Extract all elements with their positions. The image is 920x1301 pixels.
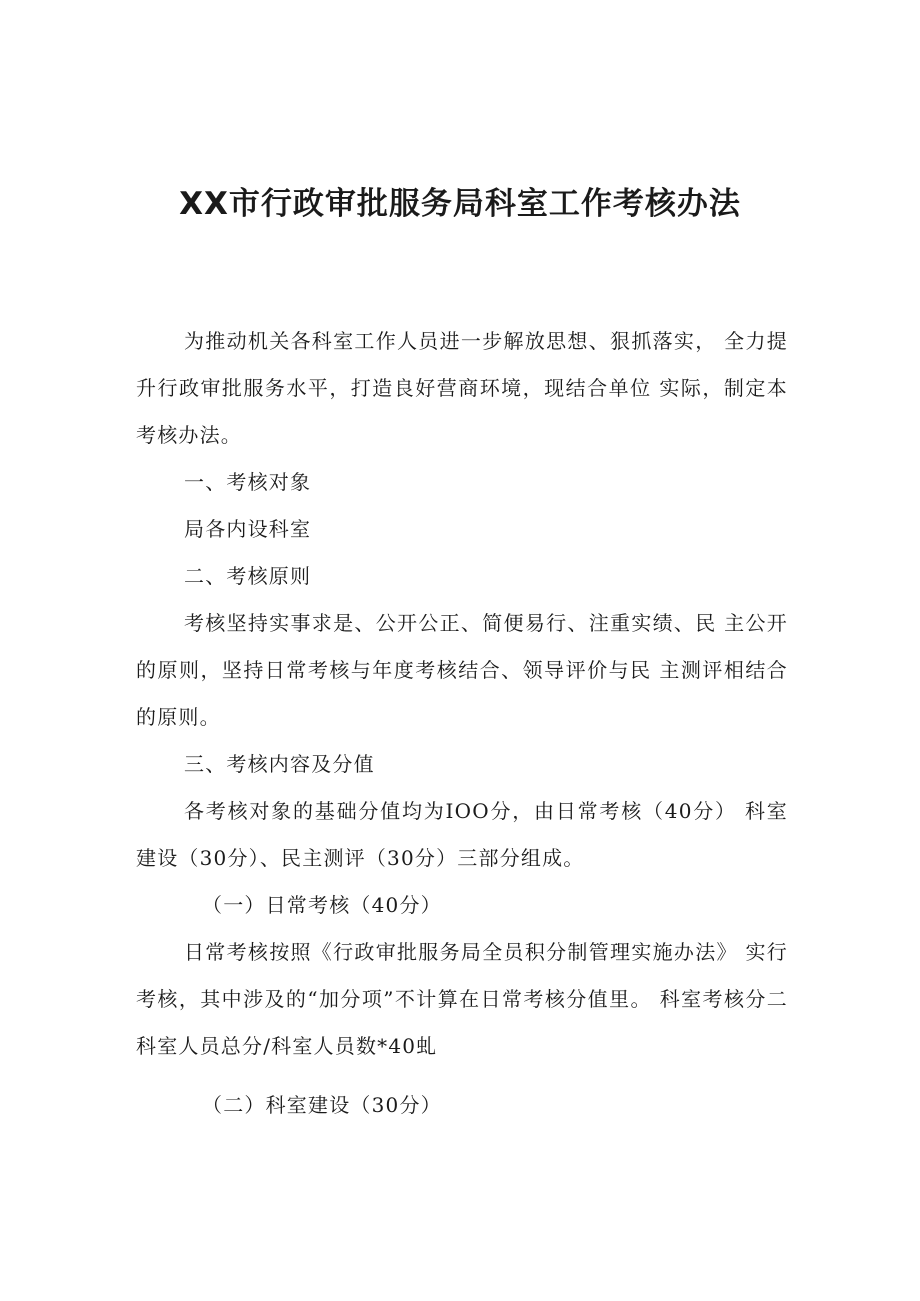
content-paragraph: 各考核对象的基础分值均为IOO分，由日常考核（40分） 科室建设（30分）、民主测评（30分）三部分组成。	[136, 799, 788, 870]
intro-paragraph: 为推动机关各科室工作人员进一步解放思想、狠抓落实， 全力提升行政审批服务水平，打造良好营商环境，现结合单位 实际，制定本考核办法。	[136, 329, 788, 447]
section-heading-targets: 一、考核对象	[184, 470, 312, 494]
section-heading-content: 三、考核内容及分值	[184, 752, 375, 776]
section-heading-principles: 二、考核原则	[184, 564, 312, 588]
document-title: XX市行政审批服务局科室工作考核办法	[179, 186, 741, 222]
subsection-heading-office-building: （二）科室建设（30分）	[202, 1093, 442, 1117]
daily-assessment-paragraph: 日常考核按照《行政审批服务局全员积分制管理实施办法》 实行考核，其中涉及的“加分项”不计算在日常考核分值里。 科室考核分二科室人员总分/科室人员数*40虬	[136, 940, 788, 1058]
spacer	[136, 1070, 788, 1082]
targets-paragraph: 局各内设科室	[184, 517, 312, 541]
subsection-heading-daily: （一）日常考核（40分）	[202, 893, 442, 917]
principles-paragraph: 考核坚持实事求是、公开公正、简便易行、注重实绩、民 主公开的原则，坚持日常考核与年度考核结合、领导评价与民 主测评相结合的原则。	[136, 611, 788, 729]
document-body	[136, 318, 788, 1129]
